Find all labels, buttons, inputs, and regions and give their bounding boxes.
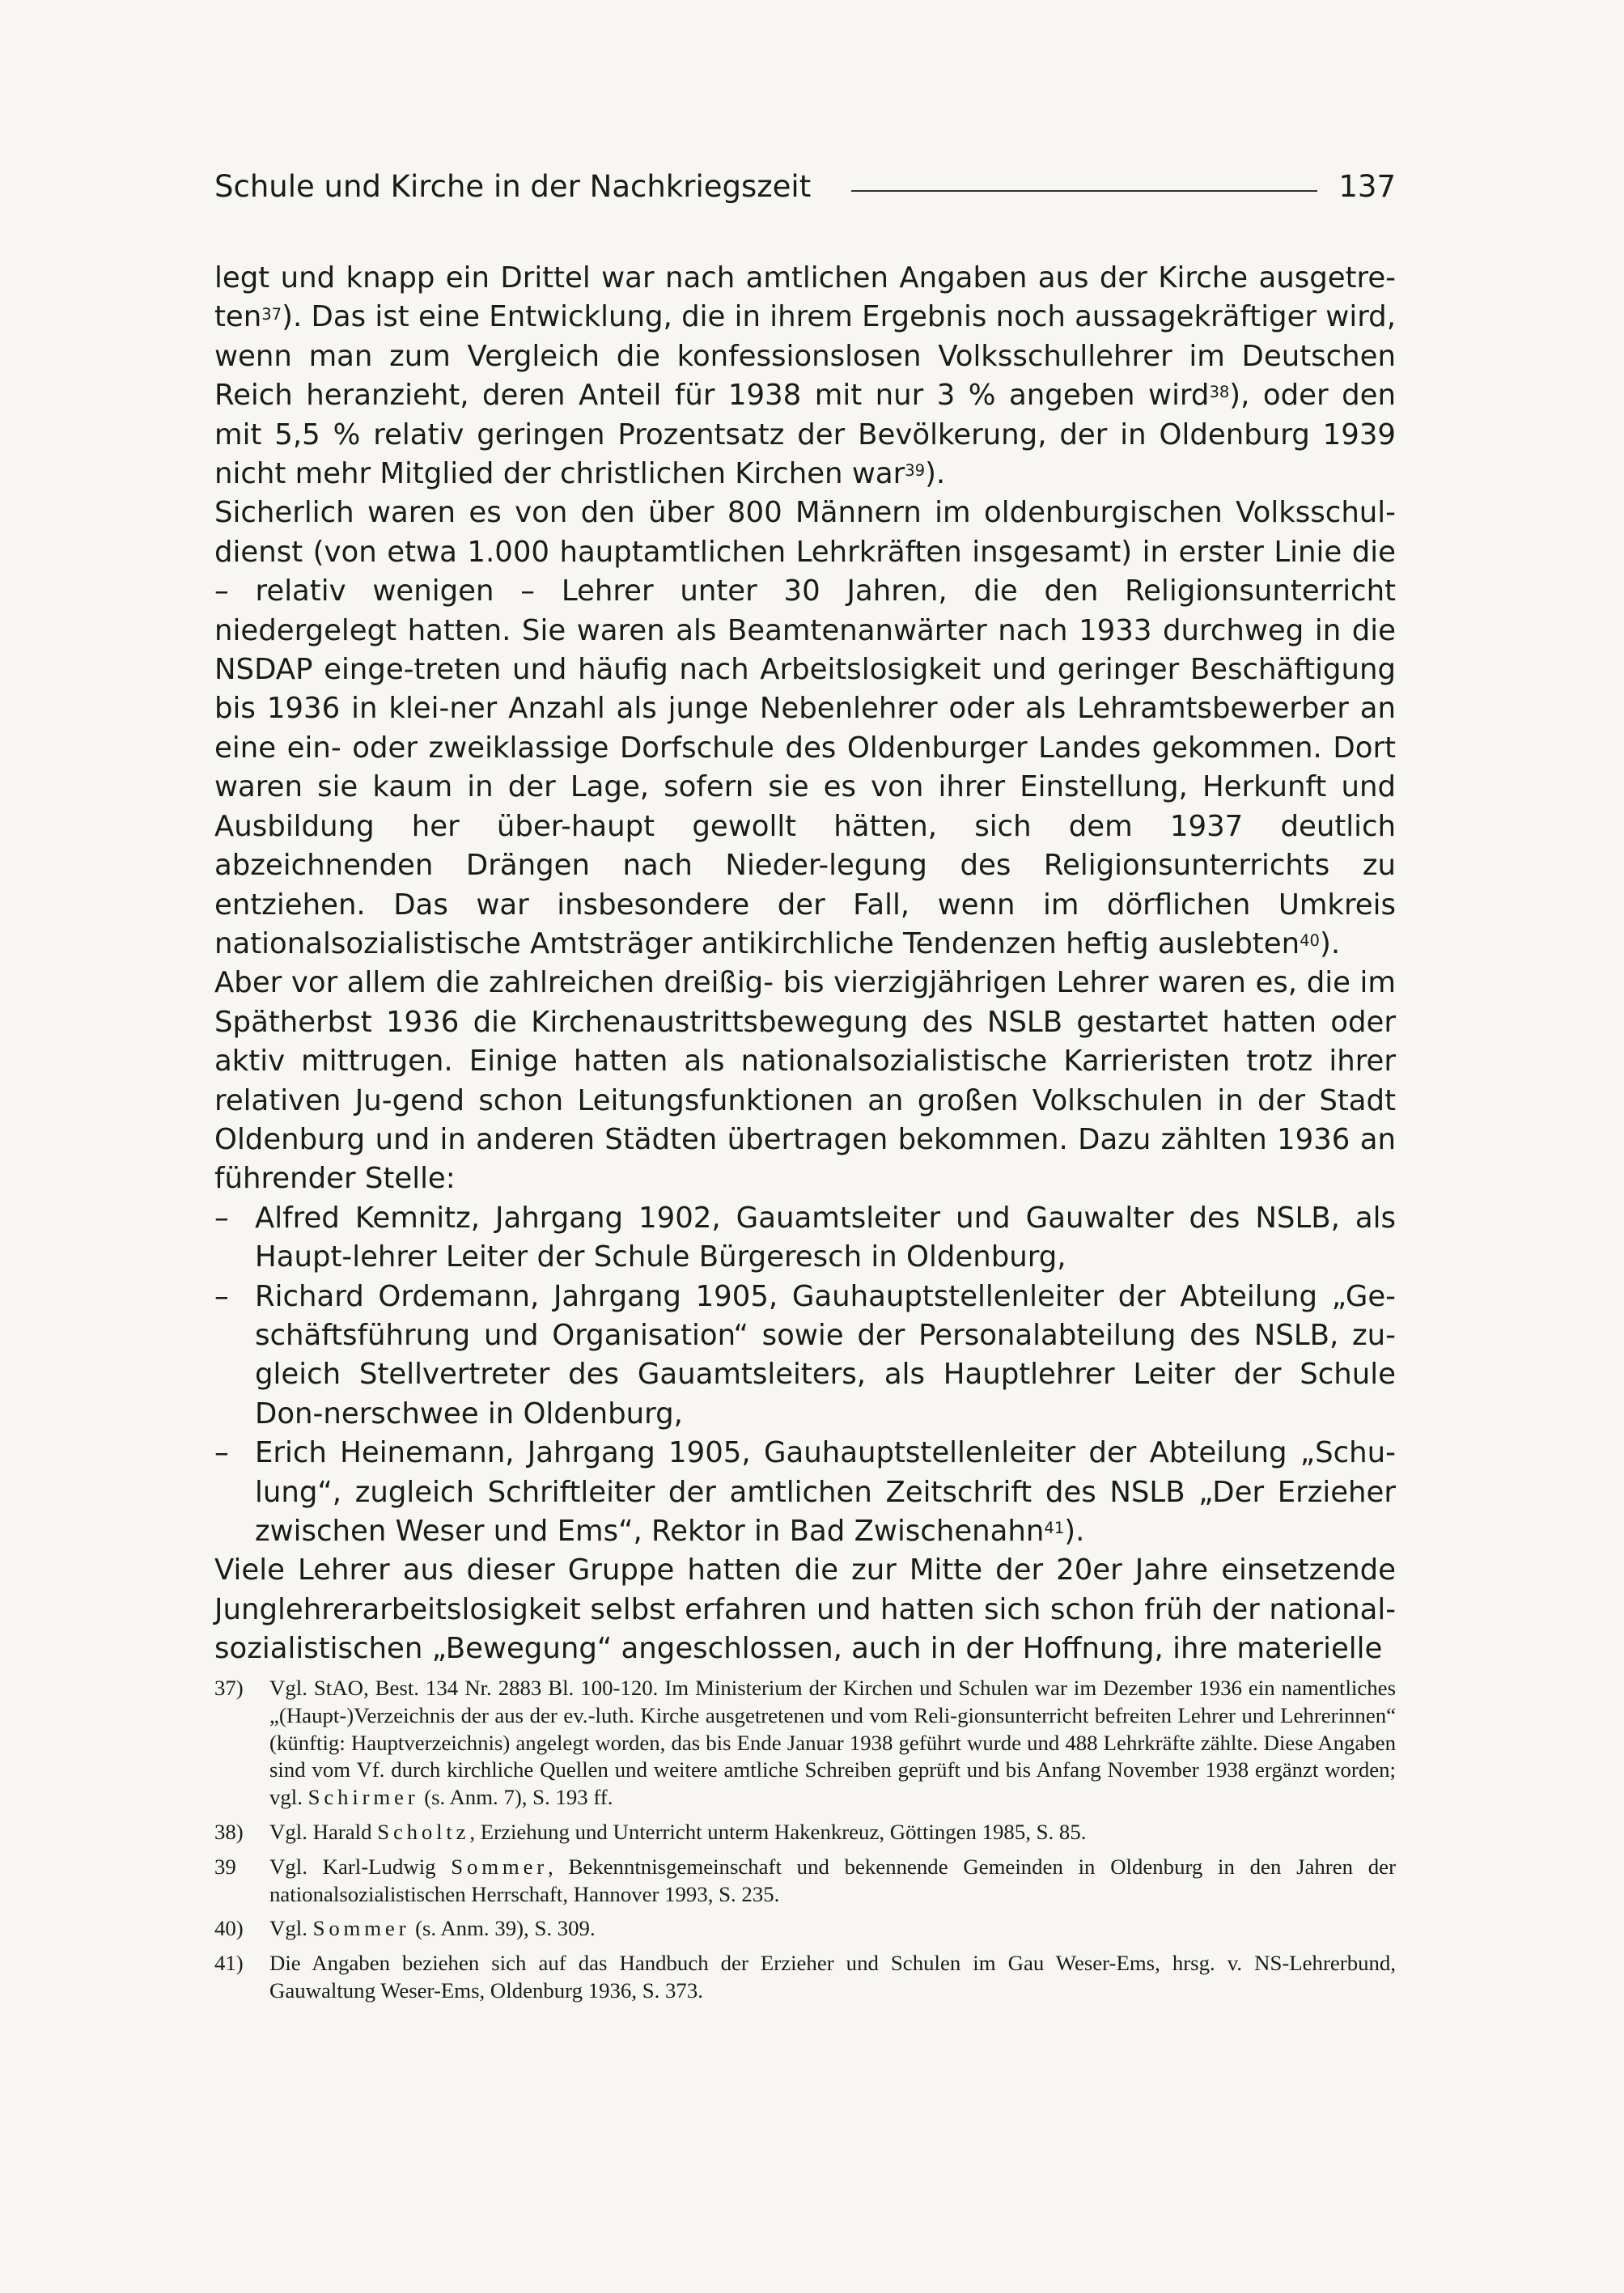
running-head bbox=[214, 166, 1396, 206]
footnote-prefix: Vgl. Karl-Ludwig bbox=[269, 1854, 436, 1879]
footnote-rest: (s. Anm. 39), S. 309. bbox=[415, 1916, 596, 1941]
footnote-rest: (s. Anm. 7), S. 193 ff. bbox=[424, 1785, 613, 1810]
footnote-41 bbox=[214, 1950, 1396, 2005]
footnote-rest: , Erziehung und Unterricht unterm Hakenkreuz, Göttingen 1985, S. 85. bbox=[469, 1819, 1087, 1844]
main-text bbox=[214, 259, 1396, 1669]
footnote-rest: , Bekenntnisgemeinschaft und bekennende Gemeinden in Oldenburg in den Jahren der nationalsozialistischen Herrschaft, Hannover 1993, S. 235. bbox=[269, 1854, 1396, 1906]
paragraph-1-text-c: ), oder den mit 5,5 % relativ geringen Prozentsatz der Bevölkerung, der in Oldenburg 1939 nicht mehr Mitglied der christlichen Kirchen war bbox=[214, 379, 1396, 491]
list-item bbox=[214, 1434, 1396, 1551]
list-dash: – bbox=[214, 1279, 229, 1313]
footnote-ref-39: 39 bbox=[905, 461, 926, 481]
footnote-38 bbox=[214, 1819, 1396, 1846]
header-rule bbox=[851, 190, 1317, 192]
running-title: Schule und Kirche in der Nachkriegszeit bbox=[214, 168, 812, 204]
paragraph-2-text-b: ). bbox=[1319, 926, 1341, 960]
list-dash: – bbox=[214, 1436, 229, 1470]
paragraph-2-text-a: Sicherlich waren es von den über 800 Männern im oldenburgischen Volksschul-dienst (von etwa 1.000 hauptamtlichen Lehrkräften insgesamt) in erster Linie die – relativ wenigen – Lehrer unter 30 Jahren, die den Religionsunterricht niedergelegt hatten. Sie waren als Beamtenanwärter nach 1933 durchweg in die NSDAP einge-treten und häufig nach Arbeitslosigkeit und geringer Beschäftigung bis 1936 in klei-ner Anzahl als junge Nebenlehrer oder als Lehramtsbewerber an eine ein- oder zweiklassige Dorfschule des Oldenburger Landes gekommen. Dort waren sie kaum in der Lage, sofern sie es von ihrer Einstellung, Herkunft und Ausbildung her über-haupt gewollt hätten, sich dem 1937 deutlich abzeichnenden Drängen nach Nieder-legung des Religionsunterrichts zu entziehen. Das war insbesondere der Fall, wenn im dörflichen Umkreis nationalsozialistische Amtsträger antikirchliche Tendenzen heftig auslebten bbox=[214, 496, 1396, 960]
footnote-body: Vgl. StAO, Best. 134 Nr. 2883 Bl. 100-120. Im Ministerium der Kirchen und Schulen war im Dezember 1936 ein namentliches „(Haupt-)Verzeichnis der aus der ev.-luth. Kirche ausgetretenen und vom Reli-gionsunterricht befreiten Lehrer und Lehrerinnen“ (künftig: Hauptverzeichnis) angelegt worden, das bis Ende Januar 1938 geführt wurde und 488 Lehrkräfte zählte. Diese Angaben sind vom Vf. durch kirchliche Quellen und weitere amtliche Schreiben geprüft und bis Anfang November 1938 ergänzt worden; vgl. bbox=[269, 1676, 1396, 1810]
footnote-text bbox=[269, 1819, 1396, 1846]
paragraph-1-text-b: ). Das ist eine Entwicklung, die in ihrem Ergebnis noch aussagekräftiger wird, wenn man zum Vergleich die konfessionslosen Volksschullehrer im Deutschen Reich heranzieht, deren Anteil für 1938 mit nur 3 % angeben wird bbox=[214, 300, 1396, 413]
footnote-40 bbox=[214, 1915, 1396, 1943]
list-item bbox=[214, 1199, 1396, 1278]
footnote-39 bbox=[214, 1854, 1396, 1909]
footnotes bbox=[214, 1675, 1396, 2012]
paragraph-1 bbox=[214, 259, 1396, 494]
list-item bbox=[214, 1278, 1396, 1435]
footnote-ref-41: 41 bbox=[1044, 1519, 1065, 1538]
footnote-number: 39 bbox=[214, 1854, 236, 1879]
footnote-ref-37: 37 bbox=[261, 304, 282, 324]
footnote-number: 40) bbox=[214, 1916, 244, 1941]
list-item-text: Erich Heinemann, Jahrgang 1905, Gauhauptstellenleiter der Abteilung „Schu-lung“, zugleich Schriftleiter der amtlichen Zeitschrift des NSLB „Der Erzieher zwischen Weser und Ems“, Rektor in Bad Zwischenahn bbox=[255, 1436, 1396, 1548]
paragraph-1-text-d: ). bbox=[925, 457, 946, 491]
footnote-number: 38) bbox=[214, 1819, 244, 1844]
footnote-author: Scholtz bbox=[377, 1819, 470, 1844]
list-item-text: Richard Ordemann, Jahrgang 1905, Gauhauptstellenleiter der Abteilung „Ge-schäftsführung und Organisation“ sowie der Personalabteilung des NSLB, zu-gleich Stellvertreter des Gauamtsleiters, als Hauptlehrer Leiter der Schule Don-nerschwee in Oldenburg, bbox=[255, 1279, 1396, 1430]
footnote-number: 37) bbox=[214, 1676, 244, 1700]
footnote-ref-40: 40 bbox=[1300, 931, 1320, 951]
footnote-text bbox=[269, 1915, 1396, 1943]
list-dash: – bbox=[214, 1201, 229, 1235]
paragraph-1-text-a: legt und knapp ein Drittel war nach amtlichen Angaben aus der Kirche ausgetre-ten bbox=[214, 261, 1396, 334]
footnote-text: Die Angaben beziehen sich auf das Handbuch der Erzieher und Schulen im Gau Weser-Ems, hrsg. v. NS-Lehrerbund, Gauwaltung Weser-Ems, Oldenburg 1936, S. 373. bbox=[269, 1951, 1396, 2003]
page-number: 137 bbox=[1338, 168, 1396, 204]
footnote-author: Sommer bbox=[312, 1916, 410, 1941]
list-item-text: Alfred Kemnitz, Jahrgang 1902, Gauamtsleiter und Gauwalter des NSLB, als Haupt-lehrer Leiter der Schule Bürgeresch in Oldenburg, bbox=[255, 1201, 1396, 1274]
footnote-prefix: Vgl. bbox=[269, 1916, 307, 1941]
list-item-text-end: ). bbox=[1064, 1515, 1085, 1548]
paragraph-2 bbox=[214, 494, 1396, 964]
paragraph-4: Viele Lehrer aus dieser Gruppe hatten die zur Mitte der 20er Jahre einsetzende Junglehrerarbeitslosigkeit selbst erfahren und hatten sich schon früh der national-sozialistischen „Bewegung“ angeschlossen, auch in der Hoffnung, ihre materielle bbox=[214, 1553, 1396, 1666]
footnote-number: 41) bbox=[214, 1951, 244, 1976]
footnote-author: Sommer bbox=[451, 1854, 549, 1879]
footnote-author: Schirmer bbox=[307, 1785, 419, 1810]
paragraph-3: Aber vor allem die zahlreichen dreißig- bis vierzigjährigen Lehrer waren es, die im Spätherbst 1936 die Kirchenaustrittsbewegung des NSLB gestartet hatten oder aktiv mittrugen. Einige hatten als nationalsozialistische Karrieristen trotz ihrer relativen Ju-gend schon Leitungsfunktionen an großen Volkschulen in der Stadt Oldenburg und in anderen Städten übertragen bekommen. Dazu zählten 1936 an führender Stelle: bbox=[214, 966, 1396, 1196]
footnote-ref-38: 38 bbox=[1209, 383, 1230, 402]
footnote-text bbox=[269, 1675, 1396, 1812]
footnote-prefix: Vgl. Harald bbox=[269, 1819, 372, 1844]
footnote-37 bbox=[214, 1675, 1396, 1812]
functionary-list bbox=[214, 1199, 1396, 1552]
footnote-text bbox=[269, 1854, 1396, 1909]
